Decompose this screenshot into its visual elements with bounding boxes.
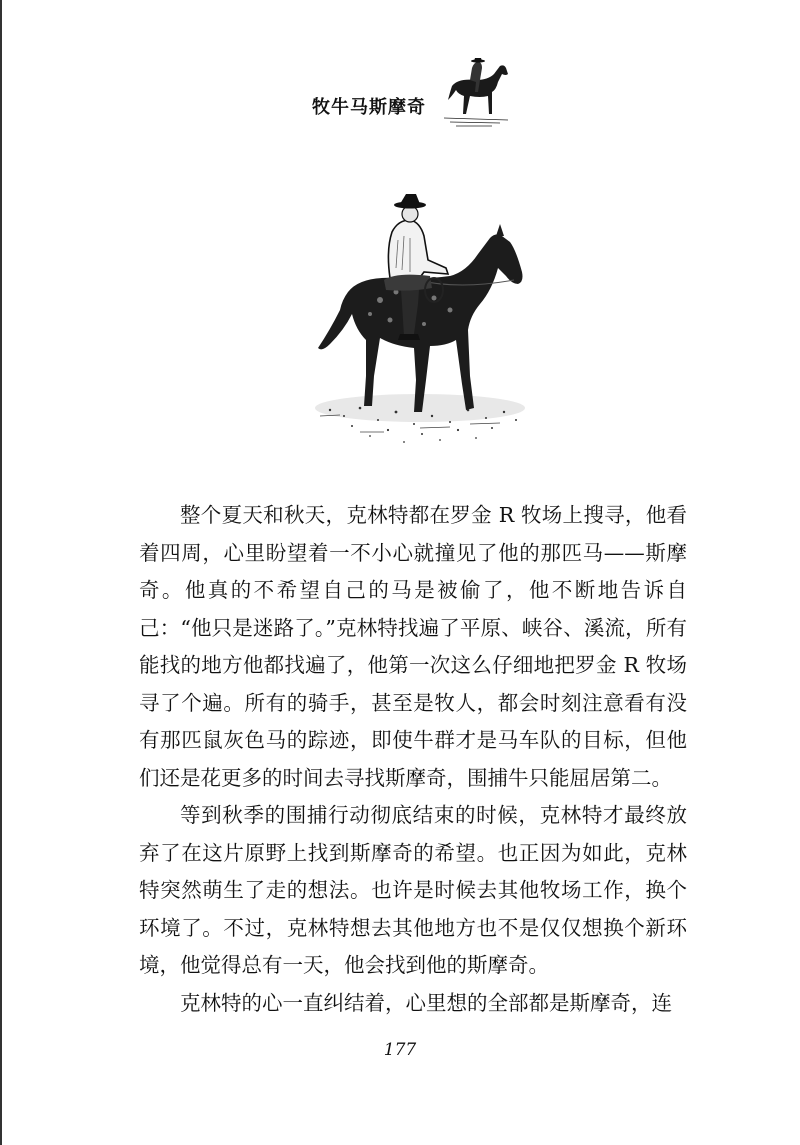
paragraph-2: 等到秋季的围捕行动彻底结束的时候，克林特才最终放弃了在这片原野上找到斯摩奇的希望。也正因为如此，克林特突然萌生了走的想法。也许是时候去其他牧场工作，换个环境了。不过，克林特想去其他地方也不是仅仅想换个新环境，他觉得总有一天，他会找到他的斯摩奇。 bbox=[139, 803, 687, 977]
paragraph-1: 整个夏天和秋天，克林特都在罗金 R 牧场上搜寻，他看着四周，心里盼望着一不小心就撞见了他的那匹马——斯摩奇。他真的不希望自己的马是被偷了，他不断地告诉自己：“他只是迷路了。”克林特找遍了平原、峡谷、溪流，所有能找的地方他都找遍了，他第一次这么仔细地把罗金 R 牧场寻了个遍。所有的骑手，甚至是牧人，都会时刻注意看有没有那匹鼠灰色马的踪迹，即使牛群才是马车队的目标，但他们还是花更多的时间去寻找斯摩奇，围捕牛只能屈居第二。 bbox=[139, 503, 687, 790]
page-left-border bbox=[0, 0, 2, 1145]
page-number: 177 bbox=[383, 1040, 417, 1060]
cowboy-on-horse-icon bbox=[436, 40, 516, 132]
running-header bbox=[300, 40, 530, 140]
body-text bbox=[139, 497, 687, 1022]
paragraph-3: 克林特的心一直纠结着，心里想的全部都是斯摩奇，连 bbox=[180, 990, 672, 1015]
running-header-title: 牧牛马斯摩奇 bbox=[312, 97, 426, 118]
cowboy-on-horse-illustration bbox=[300, 180, 540, 470]
